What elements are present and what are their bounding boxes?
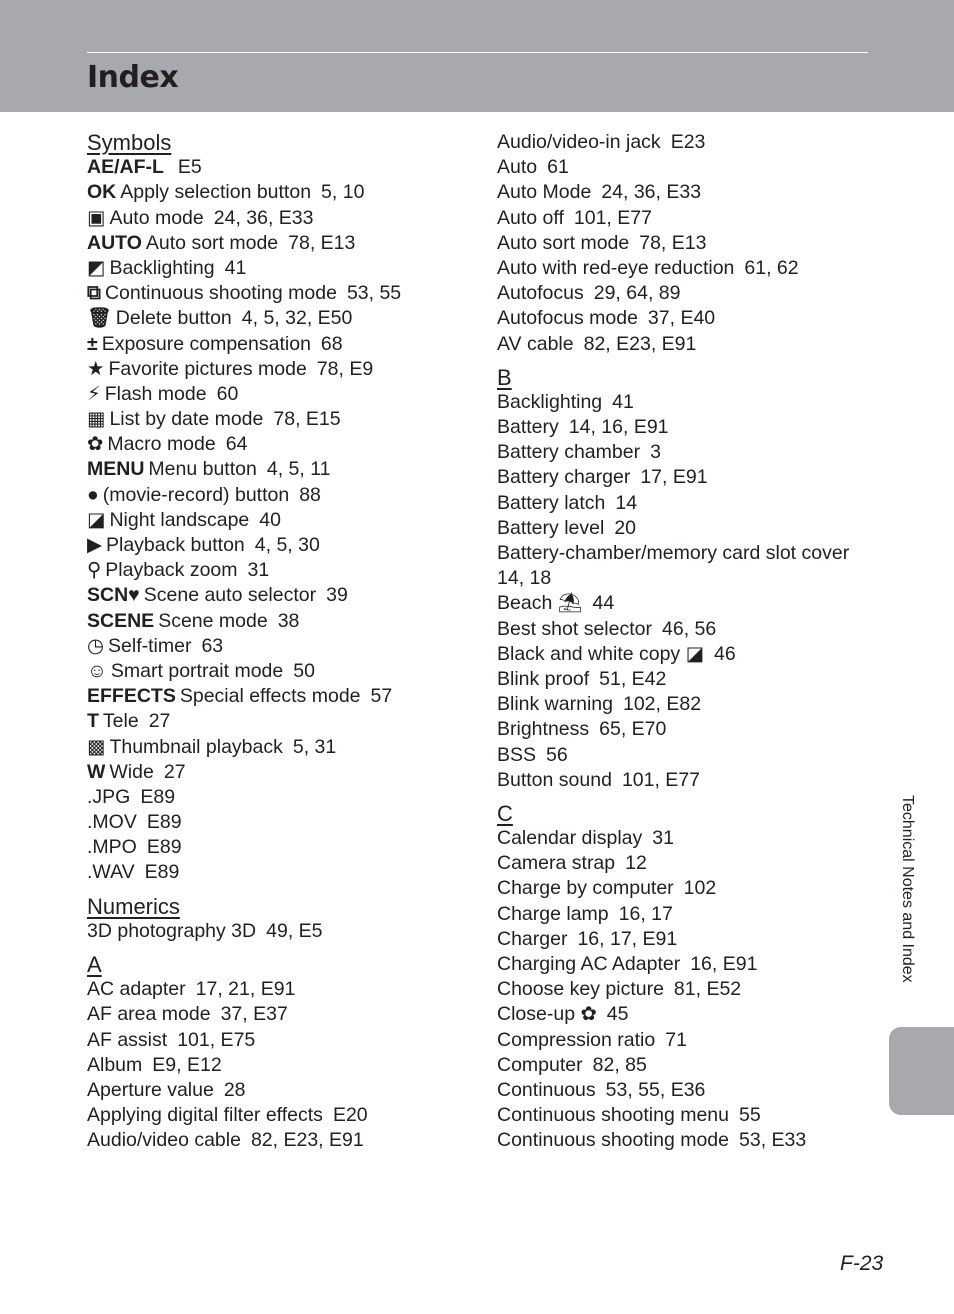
index-entry-label: Compression ratio [497, 1028, 656, 1051]
mode-icon: EFFECTS [87, 685, 176, 708]
index-entry-label: Auto sort mode [145, 231, 279, 254]
index-entry [497, 332, 887, 357]
index-entry-pages[interactable]: 51, E42 [599, 667, 667, 690]
index-entry-label: .MPO [87, 836, 137, 859]
mode-icon: ◩ [87, 256, 106, 279]
index-entry [497, 826, 887, 851]
index-entry-pages[interactable]: E5 [177, 156, 202, 179]
index-entry [87, 977, 477, 1002]
index-entry-pages[interactable]: 61, 62 [744, 256, 799, 279]
index-entry-pages[interactable]: 27 [148, 710, 171, 733]
index-entry-label: Battery charger [497, 466, 631, 489]
index-entry-label: Brightness [497, 718, 590, 741]
index-entry-label: 14, 18 [497, 567, 552, 590]
mode-icon: ☺ [87, 659, 107, 682]
page-number: F-23 [840, 1252, 884, 1275]
index-entry [497, 617, 887, 642]
index-entry-pages[interactable]: 101, E77 [621, 768, 701, 791]
index-entry-label: Battery latch [497, 491, 606, 514]
index-entry-label: Camera strap [497, 852, 616, 875]
index-entry [87, 533, 477, 558]
index-entry-label: Continuous shooting mode [104, 282, 337, 305]
index-entry [497, 415, 887, 440]
index-entry-label: Calendar display [497, 827, 643, 850]
mode-icon: ★ [87, 357, 105, 380]
mode-icon: MENU [87, 458, 145, 481]
index-entry [87, 1078, 477, 1103]
mode-icon: ⚡ [87, 382, 101, 405]
index-entry-pages[interactable]: 82, E23, E91 [250, 1129, 364, 1152]
index-entry [497, 692, 887, 717]
index-entry [87, 155, 477, 180]
index-entry [497, 155, 887, 180]
index-entry-label: Tele [102, 710, 139, 733]
index-entry-pages[interactable]: 65, E70 [599, 718, 667, 741]
index-entry-pages[interactable]: 16, 17 [618, 902, 673, 925]
mode-icon: SCENE [87, 609, 155, 632]
index-entry-label: AF assist [87, 1028, 168, 1051]
index-entry-pages[interactable]: 28 [223, 1078, 246, 1101]
mode-icon: ▣ [87, 206, 106, 229]
index-entry-label: Smart portrait mode [110, 659, 284, 682]
index-entry [497, 717, 887, 742]
index-entry-label: Close-up ✿ [497, 1003, 597, 1026]
mode-icon: ◪ [87, 508, 106, 531]
index-entry-pages[interactable]: 16, 17, E91 [577, 927, 678, 950]
index-entry [87, 180, 477, 205]
index-entry [87, 709, 477, 734]
index-entry [497, 876, 887, 901]
index-entry-pages[interactable]: 24, 36, E33 [213, 206, 314, 229]
index-entry [497, 1103, 887, 1128]
side-section-tab [889, 1027, 954, 1115]
index-entry-label: Battery level [497, 516, 605, 539]
mode-icon: ▶ [87, 534, 102, 556]
index-entry [87, 432, 477, 457]
index-entry-pages[interactable]: 5, 10 [321, 181, 365, 204]
index-entry [497, 281, 887, 306]
index-entry [87, 1103, 477, 1128]
index-entry-pages[interactable]: 78, E13 [288, 231, 356, 254]
mode-icon: AUTO [87, 231, 142, 254]
index-entry-pages[interactable]: E20 [332, 1104, 368, 1127]
page-title: Index [87, 60, 179, 95]
index-entry-pages[interactable]: 82, E23, E91 [583, 332, 697, 355]
index-entry-pages[interactable]: E89 [146, 811, 182, 834]
index-entry-pages[interactable]: 102 [683, 877, 717, 900]
index-entry-pages[interactable]: 101, E77 [573, 206, 652, 229]
index-entry-label: Exposure compensation [101, 332, 311, 355]
index-entry-label: Best shot selector [497, 617, 652, 640]
index-entry-pages[interactable]: 41 [224, 256, 247, 279]
index-entry-label: Auto sort mode [497, 231, 630, 254]
index-entry [87, 609, 477, 634]
index-entry-label: Autofocus [497, 282, 584, 305]
index-entry-pages[interactable]: 17, 21, E91 [195, 978, 296, 1001]
index-entry [497, 306, 887, 331]
index-entry-label: Battery-chamber/memory card slot cover [497, 542, 850, 564]
index-entry-pages[interactable]: 78, E15 [273, 408, 341, 431]
index-entry-pages[interactable]: 102, E82 [622, 693, 702, 716]
index-entry-pages[interactable]: 39 [326, 584, 348, 607]
index-entry-pages[interactable]: 71 [665, 1028, 687, 1051]
index-entry-label: Auto mode [109, 206, 204, 229]
index-entry-pages[interactable]: 40 [259, 508, 281, 531]
index-entry [497, 465, 887, 490]
index-entry-label: Continuous [497, 1078, 596, 1101]
index-entry-label: AV cable [497, 332, 574, 355]
index-entry-pages[interactable]: 45 [606, 1003, 629, 1026]
index-entry-label: Computer [497, 1053, 583, 1076]
index-entry [497, 1128, 887, 1153]
index-entry [497, 1002, 887, 1027]
index-entry-pages[interactable]: 4, 5, 32, E50 [241, 307, 353, 330]
index-entry [497, 256, 887, 281]
index-entry-label: Applying digital filter effects [87, 1104, 323, 1127]
index-entry-label: Special effects mode [179, 685, 361, 708]
index-entry [87, 306, 477, 331]
index-entry [87, 659, 477, 684]
index-entry-label: List by date mode [109, 408, 264, 431]
index-entry-label: Audio/video cable [87, 1129, 241, 1152]
index-entry [497, 591, 887, 616]
index-entry-pages[interactable]: 61 [547, 156, 569, 179]
index-entry [497, 180, 887, 205]
index-entry-label: 3D photography 3D [87, 919, 257, 942]
index-column-right [497, 130, 887, 1154]
index-entry [497, 952, 887, 977]
index-entry-pages[interactable]: 56 [546, 743, 568, 766]
index-entry-pages[interactable]: E89 [140, 785, 176, 808]
index-entry [87, 357, 477, 382]
index-entry-label: Charger [497, 927, 568, 950]
index-entry [497, 440, 887, 465]
index-entry-pages[interactable]: 55 [739, 1104, 761, 1127]
header-band [0, 0, 954, 112]
header-rule [87, 52, 868, 53]
index-entry [87, 760, 477, 785]
index-entry-label: Continuous shooting menu [497, 1104, 729, 1127]
index-entry [87, 457, 477, 482]
index-entry [497, 667, 887, 692]
index-entry [497, 1078, 887, 1103]
index-entry-label: Playback button [106, 534, 245, 556]
index-entry [497, 516, 887, 541]
index-entry-label: .WAV [87, 861, 135, 884]
index-entry-pages[interactable]: 38 [277, 609, 300, 632]
mode-icon: ● [87, 483, 99, 506]
mode-icon: W [87, 760, 106, 783]
index-entry-label: Scene auto selector [143, 584, 317, 607]
index-entry [87, 735, 477, 760]
index-entry-pages[interactable]: 46 [714, 642, 736, 665]
mode-icon: SCN♥ [87, 584, 140, 607]
mode-icon: 🗑 [87, 307, 112, 330]
index-entry-pages[interactable]: 3 [650, 441, 661, 464]
index-entry-pages[interactable]: 41 [612, 390, 634, 413]
index-entry [497, 541, 887, 566]
index-entry-label: Continuous shooting mode [497, 1129, 729, 1152]
index-entry-pages[interactable]: 88 [299, 483, 321, 506]
index-entry-pages[interactable]: 16, E91 [690, 953, 758, 975]
index-entry [497, 566, 887, 591]
index-section-heading: C [497, 800, 513, 826]
index-entry-label: AC adapter [87, 978, 186, 1001]
index-entry [87, 483, 477, 508]
index-entry-label: Battery chamber [497, 441, 641, 464]
index-entry-pages[interactable]: E89 [146, 836, 182, 859]
index-entry-label: Playback zoom [105, 559, 238, 582]
index-section-heading: Symbols [87, 130, 172, 155]
index-entry-pages[interactable]: 49, E5 [266, 919, 323, 942]
index-entry [87, 1053, 477, 1078]
index-entry [87, 634, 477, 659]
index-entry-label: Blink warning [497, 693, 613, 716]
index-entry-label: (movie-record) button [102, 483, 290, 506]
index-entry-pages[interactable]: 68 [320, 332, 343, 355]
index-entry-label: Button sound [497, 768, 612, 791]
index-entry-label: Night landscape [109, 508, 250, 531]
index-entry [87, 332, 477, 357]
index-entry [87, 810, 477, 835]
index-entry-label: .MOV [87, 811, 137, 834]
mode-icon: T [87, 710, 99, 733]
index-entry [497, 231, 887, 256]
index-entry-pages[interactable]: 44 [592, 592, 615, 615]
index-entry-label: Scene mode [158, 609, 268, 632]
index-entry [87, 281, 477, 306]
index-entry-pages[interactable]: 14 [615, 491, 638, 514]
index-entry-label: Apply selection button [120, 181, 312, 204]
index-entry-pages[interactable]: 20 [614, 516, 637, 539]
index-entry-label: Thumbnail playback [109, 735, 283, 758]
index-entry-pages[interactable]: E23 [670, 131, 706, 153]
index-entry-pages[interactable]: 27 [163, 760, 186, 783]
index-entry-label: Auto off [497, 206, 564, 229]
index-entry [497, 743, 887, 768]
index-entry-pages[interactable]: 12 [625, 852, 647, 875]
index-entry-label: Battery [497, 416, 559, 439]
index-entry-pages[interactable]: 4, 5, 30 [254, 534, 320, 556]
index-entry-label: Charge by computer [497, 877, 674, 900]
index-entry [87, 860, 477, 885]
index-entry [497, 206, 887, 231]
index-entry [497, 977, 887, 1002]
index-entry-label: Flash mode [104, 382, 207, 405]
index-entry-pages[interactable]: 101, E75 [177, 1028, 256, 1051]
index-entry-label: Black and white copy ◪ [497, 642, 705, 665]
index-entry-label: Auto Mode [497, 181, 592, 204]
index-entry-label: Audio/video-in jack [497, 131, 661, 153]
index-entry [497, 927, 887, 952]
index-entry [87, 508, 477, 533]
index-entry-label: Charging AC Adapter [497, 953, 681, 975]
index-entry [497, 491, 887, 516]
index-entry-pages[interactable]: 24, 36, E33 [601, 181, 702, 204]
index-entry-label: Autofocus mode [497, 307, 638, 330]
index-entry-pages[interactable]: 64 [225, 433, 248, 456]
mode-icon: ▩ [87, 735, 106, 758]
index-entry [87, 407, 477, 432]
index-entry-label: Favorite pictures mode [108, 357, 307, 380]
index-entry-label: .JPG [87, 785, 131, 808]
index-section-heading: A [87, 952, 102, 977]
index-entry-pages[interactable]: 50 [293, 659, 315, 682]
index-entry-label: Choose key picture [497, 978, 664, 1001]
index-entry-pages[interactable]: 37, E40 [647, 307, 716, 330]
index-entry-label: Charge lamp [497, 902, 609, 925]
index-entry-label: Beach ⛱ [497, 592, 583, 615]
index-entry-pages[interactable]: 60 [216, 382, 239, 405]
index-entry-pages[interactable]: E9, E12 [152, 1053, 222, 1076]
index-entry-label: Aperture value [87, 1078, 214, 1101]
index-entry [87, 1028, 477, 1053]
index-entry-label: Auto with red-eye reduction [497, 256, 735, 279]
index-entry-pages[interactable]: 29, 64, 89 [593, 282, 681, 305]
mode-icon: ◷ [87, 634, 105, 657]
index-entry-label: Self-timer [108, 634, 192, 657]
index-entry-pages[interactable]: 82, 85 [592, 1053, 647, 1076]
index-entry [87, 1002, 477, 1027]
index-entry [87, 1128, 477, 1153]
index-entry [497, 390, 887, 415]
index-entry-pages[interactable]: 31 [247, 559, 270, 582]
index-entry-pages[interactable]: 63 [201, 634, 224, 657]
mode-icon: ▦ [87, 408, 106, 431]
index-entry-pages[interactable]: 5, 31 [292, 735, 337, 758]
index-entry [87, 256, 477, 281]
index-entry [87, 835, 477, 860]
index-entry-pages[interactable]: 57 [370, 685, 393, 708]
mode-icon: OK [87, 181, 117, 204]
index-entry-pages[interactable]: 53, 55 [346, 282, 402, 305]
index-entry [497, 642, 887, 667]
index-entry-pages[interactable]: 37, E37 [220, 1003, 288, 1026]
side-section-label: Technical Notes and Index [899, 795, 916, 983]
index-entry [497, 130, 887, 155]
index-entry-label: Blink proof [497, 667, 590, 690]
index-entry [497, 1053, 887, 1078]
index-entry-label: Delete button [115, 307, 232, 330]
index-column-left [87, 130, 477, 1154]
index-entry [87, 231, 477, 256]
index-entry-pages[interactable]: E89 [144, 861, 180, 884]
mode-icon: ⚲ [87, 559, 102, 582]
index-entry [497, 768, 887, 793]
index-entry [87, 206, 477, 231]
index-entry-pages[interactable]: 31 [652, 827, 674, 850]
index-entry-pages[interactable]: 78, E9 [316, 357, 374, 380]
index-entry [87, 919, 477, 944]
index-entry [497, 902, 887, 927]
index-entry [87, 382, 477, 407]
index-entry-pages[interactable]: 78, E13 [639, 231, 707, 254]
index-entry-pages[interactable]: 81, E52 [673, 978, 742, 1001]
mode-icon: ⧉ [87, 282, 101, 305]
index-entry-pages[interactable]: 17, E91 [640, 466, 708, 489]
index-entry-pages[interactable]: 46, 56 [662, 617, 717, 640]
index-entry-pages[interactable]: 4, 5, 11 [266, 458, 331, 481]
mode-icon: ± [87, 332, 98, 355]
index-entry [87, 558, 477, 583]
index-entry-label: AF area mode [87, 1003, 211, 1026]
index-section-heading: B [497, 364, 512, 390]
index-entry-label: Wide [109, 760, 154, 783]
index-section-heading: Numerics [87, 893, 180, 919]
index-entry-label: Backlighting [109, 256, 215, 279]
mode-icon: AE/AF-L [87, 156, 164, 179]
index-entry-label: Auto [497, 156, 538, 179]
index-entry-label: BSS [497, 743, 537, 766]
index-entry-pages[interactable]: 53, E33 [739, 1129, 807, 1152]
index-entry-pages[interactable]: 53, 55, E36 [605, 1078, 706, 1101]
index-entry-label: Album [87, 1053, 143, 1076]
index-entry-label: Menu button [148, 458, 257, 481]
mode-icon: ✿ [87, 433, 104, 456]
index-entry [87, 684, 477, 709]
index-entry [87, 583, 477, 608]
index-entry [497, 851, 887, 876]
index-entry [497, 1028, 887, 1053]
index-entry-label: Macro mode [107, 433, 216, 456]
index-entry-label: Backlighting [497, 390, 603, 413]
index-entry [87, 785, 477, 810]
index-entry-pages[interactable]: 14, 16, E91 [568, 416, 669, 439]
